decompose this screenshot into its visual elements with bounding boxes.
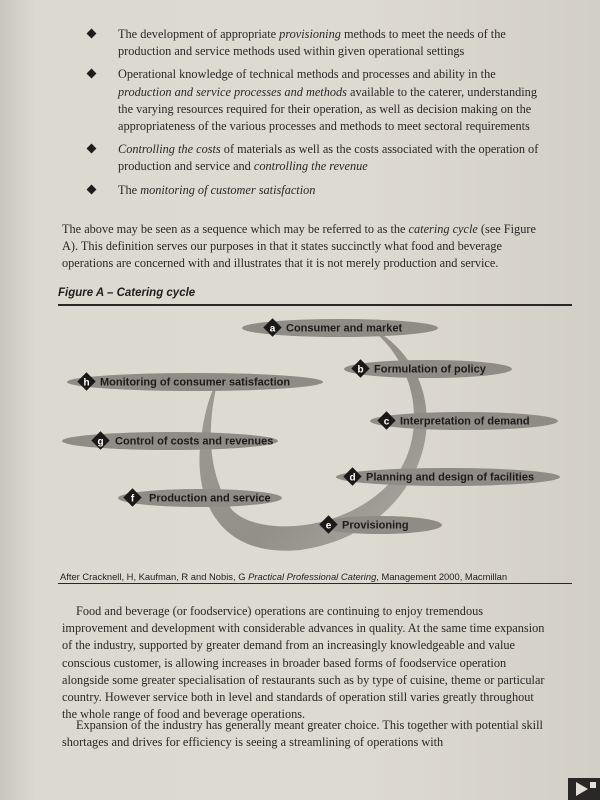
stage-label: Interpretation of demand bbox=[400, 415, 530, 428]
stage-a bbox=[242, 318, 438, 337]
body-paragraph: Expansion of the industry has generally meant greater choice. This together with potential skill shortages and drives for efficiency is seeing a streamlining of operations with bbox=[62, 718, 543, 750]
intro-paragraph: The above may be seen as a sequence which may be referred to as the catering cycle (see Figure A). This definition serves our purposes in that it states succinctly what food and beverage operations are concerned with and illustrates that it is not merely production and service. bbox=[62, 222, 536, 271]
bullet-item: Controlling the costs of materials as well as the costs associated with the operation of production and service and controlling the revenue bbox=[86, 141, 548, 175]
stage-label: Provisioning bbox=[342, 519, 409, 532]
stage-letter: d bbox=[349, 472, 356, 484]
stage-b bbox=[344, 359, 512, 378]
stage-h bbox=[67, 372, 323, 391]
catering-cycle-diagram bbox=[0, 300, 600, 570]
diamond-bullet-icon bbox=[87, 69, 97, 79]
stage-label: Production and service bbox=[149, 492, 271, 505]
stage-letter: e bbox=[325, 520, 332, 532]
stage-letter: b bbox=[357, 364, 364, 376]
stage-letter: c bbox=[383, 416, 390, 428]
figure-title: Figure A – Catering cycle bbox=[58, 287, 196, 299]
figure-bottom-rule bbox=[58, 583, 572, 584]
bullet-item: The development of appropriate provisioning methods to meet the needs of the production and service methods used within given operational settings bbox=[86, 26, 548, 60]
stage-label: Control of costs and revenues bbox=[115, 435, 274, 448]
stage-label: Monitoring of consumer satisfaction bbox=[100, 376, 291, 389]
diamond-bullet-icon bbox=[87, 144, 97, 154]
stage-letter: g bbox=[97, 436, 104, 448]
bullet-item: Operational knowledge of technical methods and processes and ability in the production and service processes and methods available to the caterer, understanding the varying resources required for their operation, as well as decision making on the appropriateness of the various processes and methods to meet sectoral requirements bbox=[86, 66, 548, 135]
page-corner-mark-icon bbox=[568, 778, 600, 800]
stage-d bbox=[336, 467, 560, 486]
stage-g bbox=[62, 431, 278, 450]
diamond-bullet-icon bbox=[87, 29, 97, 39]
bullet-list bbox=[86, 26, 548, 205]
diamond-bullet-icon bbox=[87, 184, 97, 194]
body-paragraph: Food and beverage (or foodservice) operations are continuing to enjoy tremendous improvement and development with considerable advances in quality. At the same time expansion of the industry, supported by greater demand from an increasingly knowledgeable and value conscious customer, is allowing increases in broader based forms of foodservice operation alongside some greater specialisation of restaurants such as by type of cuisine, theme or particular country. However service both in level and standards of operation still varies greatly throughout the whole range of food and beverage operations. bbox=[62, 604, 545, 722]
stage-label: Consumer and market bbox=[286, 322, 403, 335]
bullet-item: The monitoring of customer satisfaction bbox=[86, 182, 548, 199]
stage-letter: a bbox=[269, 323, 276, 335]
stage-label: Formulation of policy bbox=[374, 363, 486, 376]
stage-letter: h bbox=[83, 377, 90, 389]
stage-label: Planning and design of facilities bbox=[366, 471, 535, 484]
stage-c bbox=[370, 411, 558, 430]
figure-credit: After Cracknell, H, Kaufman, R and Nobis, G Practical Professional Catering, Management 2000, Macmillan bbox=[60, 571, 508, 582]
stage-f bbox=[118, 488, 282, 507]
stage-letter: f bbox=[130, 493, 135, 505]
